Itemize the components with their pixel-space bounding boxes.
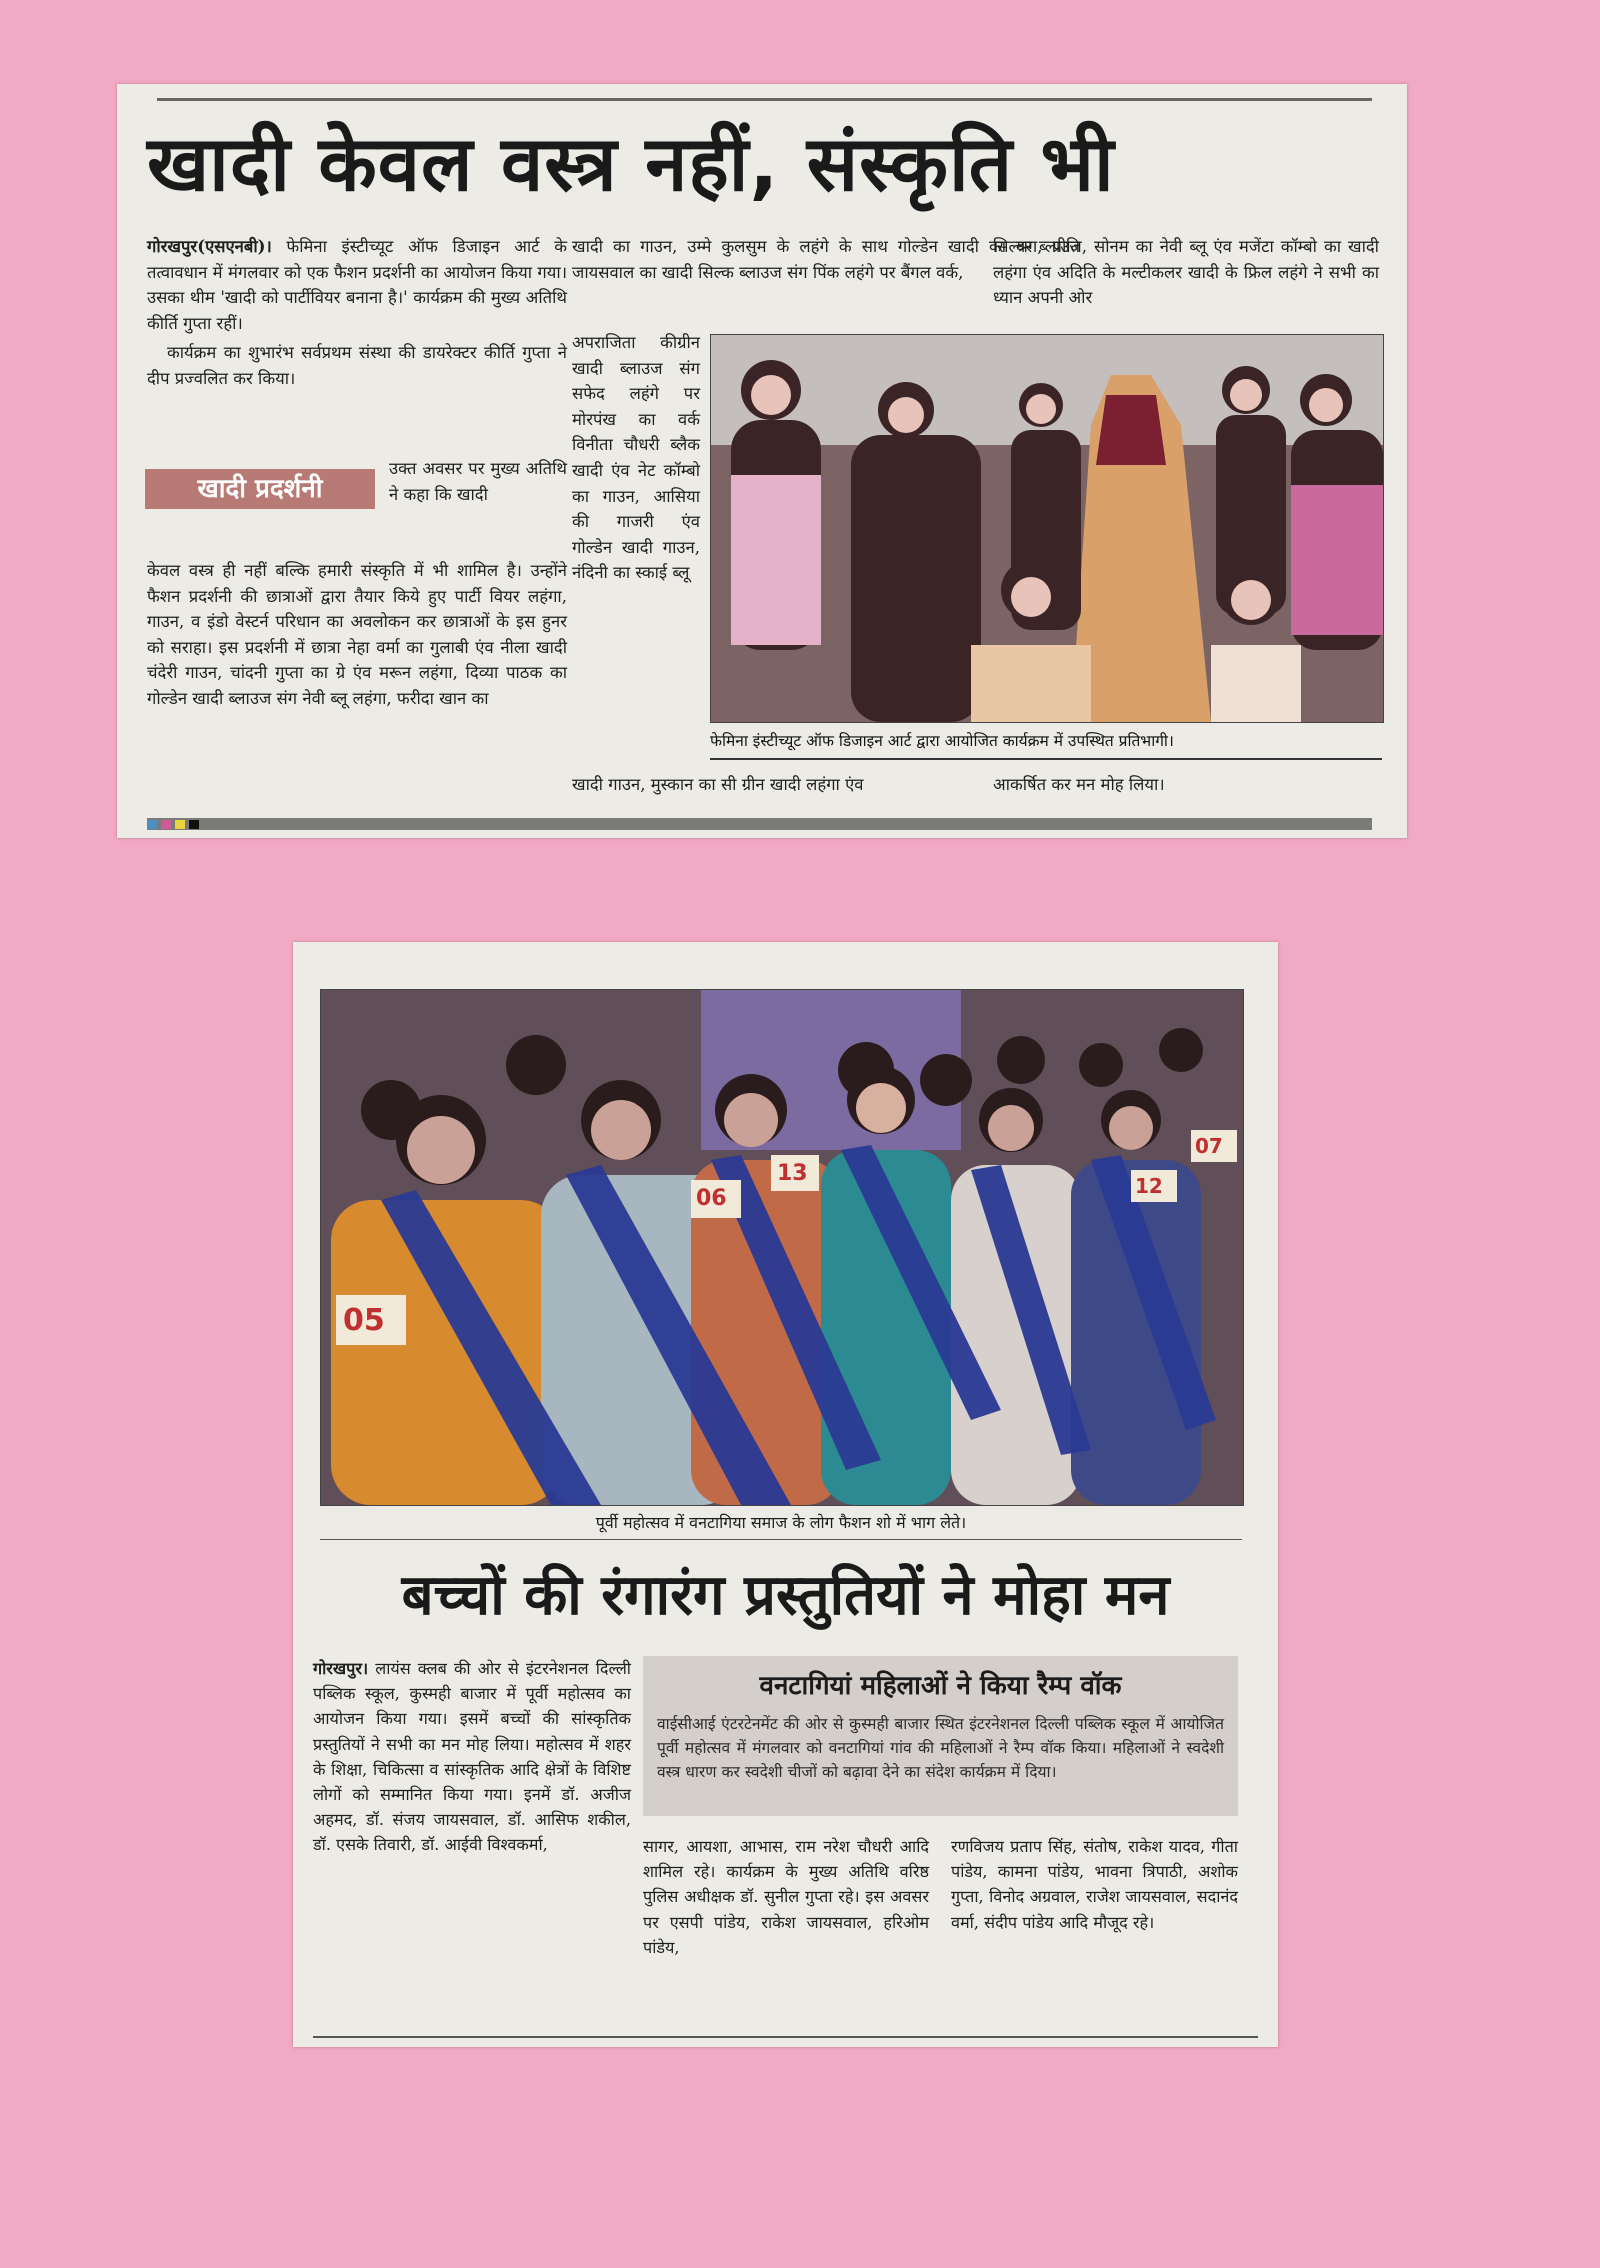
bottom-rule: [313, 2036, 1258, 2038]
sidebar-box-ramp-walk: [643, 1656, 1238, 1816]
sash-number: 07: [1195, 1134, 1223, 1158]
article-col1-bottom: केवल वस्त्र ही नहीं बल्कि हमारी संस्कृति में भी शामिल है। उन्होंने फैशन प्रदर्शनी की छात्राओं द्वारा तैयार किये हुए पार्टी वियर लहंगा, गाउन, व इंडो वेस्टर्न परिधान का अवलोकन कर छात्राओं के इस हुनर को सराहा। इस प्रदर्शनी में छात्रा नेहा वर्मा का गुलाबी एंव नीला खादी चंदेरी गाउन, चांदनी गुप्ता का ग्रे एंव मरून लहंगा, दिव्या पाठक का गोल्डेन खादी ब्लाउज संग नेवी ब्लू लहंगा, फरीदा खान का: [147, 561, 567, 708]
article-col3-bottom: आकर्षित कर मन मोह लिया।: [993, 775, 1165, 794]
top-rule: [157, 98, 1372, 101]
photo-participants: [710, 334, 1384, 723]
article-col1-top: [147, 234, 567, 392]
color-swatch: [189, 820, 199, 829]
article-col3-top: सिल्वर ब्लाउज, सोनम का नेवी ब्लू एंव मजेंटा कॉम्बो का खादी लहंगा एंव अदिति के मल्टीकलर खादी के फ्रिल लहंगे ने सभी का ध्यान अपनी ओर: [993, 237, 1379, 308]
photo-caption: फेमिना इंस्टीच्यूट ऑफ डिजाइन आर्ट द्वारा आयोजित कार्यक्रम में उपस्थित प्रतिभागी।: [710, 724, 1382, 760]
subhead-khadi-pradarshani: खादी प्रदर्शनी: [145, 469, 375, 509]
headline-mahotsav: बच्चों की रंगारंग प्रस्तुतियों ने मोहा मन: [401, 1563, 1170, 1628]
article-col2-top: खादी का गाउन, उम्मे कुलसुम के लहंगे के साथ गोल्डेन खादी का श्रग, प्रीति जायसवाल का खादी सिल्क ब्लाउज संग पिंक लहंगे पर बैंगल वर्क,: [572, 237, 1080, 282]
article-col2: सागर, आयशा, आभास, राम नरेश चौधरी आदि शामिल रहे। कार्यक्रम के मुख्य अतिथि वरिष्ठ पुलिस अधीक्षक डॉ. सुनील गुप्ता रहे। इस अवसर पर एसपी पांडेय, राकेश जायसवाल, हरिओम पांडेय,: [643, 1837, 929, 1957]
dateline: गोरखपुर(एसएनबी)।: [147, 236, 272, 256]
news-clipping-mahotsav: [293, 942, 1278, 2047]
headline-khadi: खादी केवल वस्त्र नहीं, संस्कृति भी: [147, 119, 1115, 208]
color-swatch: [147, 820, 157, 829]
paragraph: कार्यक्रम का शुभारंभ सर्वप्रथम संस्था की डायरेक्टर कीर्ति गुप्ता ने दीप प्रज्वलित कर किया।: [147, 343, 567, 388]
print-color-bar: [147, 818, 1372, 830]
box-title: वनटागियां महिलाओं ने किया रैम्प वॉक: [759, 1671, 1122, 1701]
color-swatch: [161, 820, 171, 829]
photo-fashion-show: [320, 989, 1244, 1506]
sash-number: 13: [777, 1161, 808, 1186]
sash-number: 05: [343, 1303, 385, 1338]
sash-number: 12: [1135, 1174, 1163, 1198]
article-col1-side: उक्त अवसर पर मुख्य अतिथि ने कहा कि खादी: [389, 459, 567, 504]
article-col1: [313, 1656, 631, 1858]
sash-number: 06: [696, 1186, 727, 1211]
photo-caption: पूर्वी महोत्सव में वनटागिया समाज के लोग फैशन शो में भाग लेते।: [320, 1507, 1242, 1540]
article-col2-narrow: अपराजिता कीग्रीन खादी ब्लाउज संग सफेद लहंगे पर मोरपंख का वर्क विनीता चौधरी ब्लैक खादी एंव नेट कॉम्बो का गाउन, आसिया की गाजरी एंव गोल्डेन खादी गाउन, नंदिनी का स्काई ब्लू: [572, 333, 700, 583]
dateline: गोरखपुर।: [313, 1659, 369, 1678]
paragraph: लायंस क्लब की ओर से इंटरनेशनल दिल्ली पब्लिक स्कूल, कुस्मही बाजार में पूर्वी महोत्सव का आयोजन किया गया। इसमें बच्चों की सांस्कृतिक प्रस्तुतियों ने सभी का मन मोह लिया। महोत्सव में शहर के शिक्षा, चिकित्सा व सांस्कृतिक आदि क्षेत्रों के विशिष्ट लोगों को सम्मानित किया गया। इनमें डॉ. अजीज अहमद, डॉ. संजय जायसवाल, डॉ. आसिफ शकील, डॉ. एसके तिवारी, डॉ. आईवी विश्वकर्मा,: [313, 1659, 631, 1855]
article-col2-bottom: खादी गाउन, मुस्कान का सी ग्रीन खादी लहंगा एंव: [572, 775, 864, 794]
paragraph: फेमिना इंस्टीच्यूट ऑफ डिजाइन आर्ट के तत्वावधान में मंगलवार को एक फैशन प्रदर्शनी का आयोजन किया गया। उसका थीम 'खादी को पार्टीवियर बनाना है।' कार्यक्रम की मुख्य अतिथि कीर्ति गुप्ता रहीं।: [147, 237, 567, 333]
article-col3: रणविजय प्रताप सिंह, संतोष, राकेश यादव, गीता पांडेय, कामना पांडेय, भावना त्रिपाठी, अशोक गुप्ता, विनोद अग्रवाल, राजेश जायसवाल, सदानंद वर्मा, संदीप पांडेय आदि मौजूद रहे।: [951, 1837, 1238, 1932]
box-text: वाईसीआई एंटरटेनमेंट की ओर से कुस्मही बाजार स्थित इंटरनेशनल दिल्ली पब्लिक स्कूल में आयोजित पूर्वी महोत्सव में मंगलवार को वनटागियां गांव की महिलाओं ने रैम्प वॉक किया। महिलाओं ने स्वदेशी वस्त्र धारण कर स्वदेशी चीजों को बढ़ावा देने का संदेश कार्यक्रम में दिया।: [657, 1715, 1225, 1781]
news-clipping-khadi: [117, 84, 1407, 838]
color-swatch: [175, 820, 185, 829]
